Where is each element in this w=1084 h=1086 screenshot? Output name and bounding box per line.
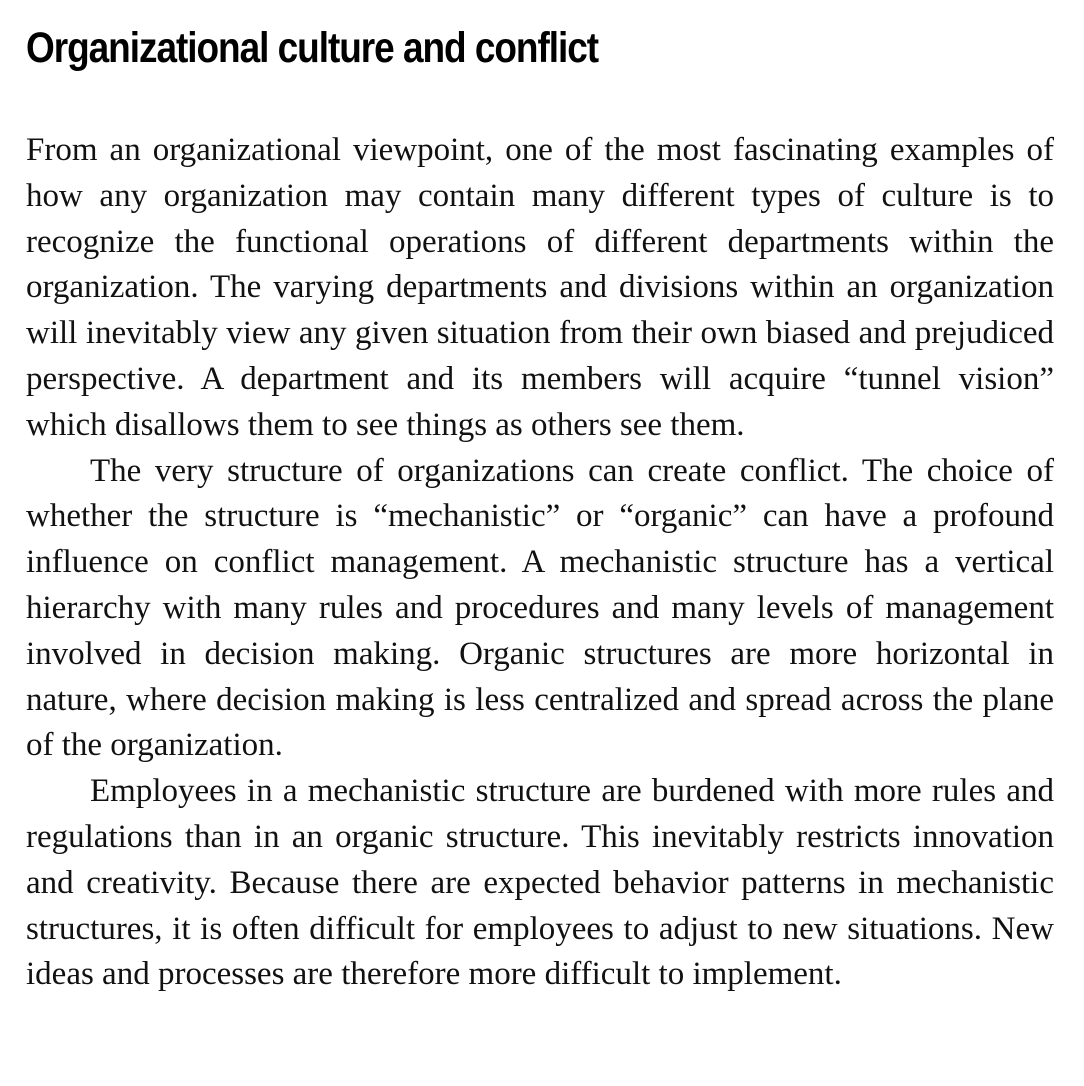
paragraph-1: From an organizational viewpoint, one of the most fascinating examples of how any organization may contain many different types of culture is to recognize the functional operations of different departments within the organization. The varying departments and divisions within an organization will inevitably view any given situation from their own biased and prejudiced perspective. A department and its members will acquire “tunnel vision” which disallows them to see things as others see them. — [26, 132, 1054, 443]
body-text — [26, 128, 1054, 998]
document-page — [26, 22, 1054, 998]
paragraph-2: The very structure of organizations can create conflict. The choice of whether the structure is “mechanistic” or “organic” can have a profound influence on conflict management. A mechanistic structure has a vertical hierarchy with many rules and procedures and many levels of management involved in decision making. Organic structures are more horizontal in nature, where decision making is less centralized and spread across the plane of the organization. — [26, 452, 1054, 764]
paragraph-3: Employees in a mechanistic structure are burdened with more rules and regulations than in an organic structure. This inevitably restricts innovation and creativity. Because there are expected behavior patterns in mechanistic structures, it is often difficult for employees to adjust to new situations. New ideas and processes are therefore more difficult to implement. — [26, 773, 1054, 993]
section-heading: Organizational culture and conflict — [26, 24, 599, 72]
